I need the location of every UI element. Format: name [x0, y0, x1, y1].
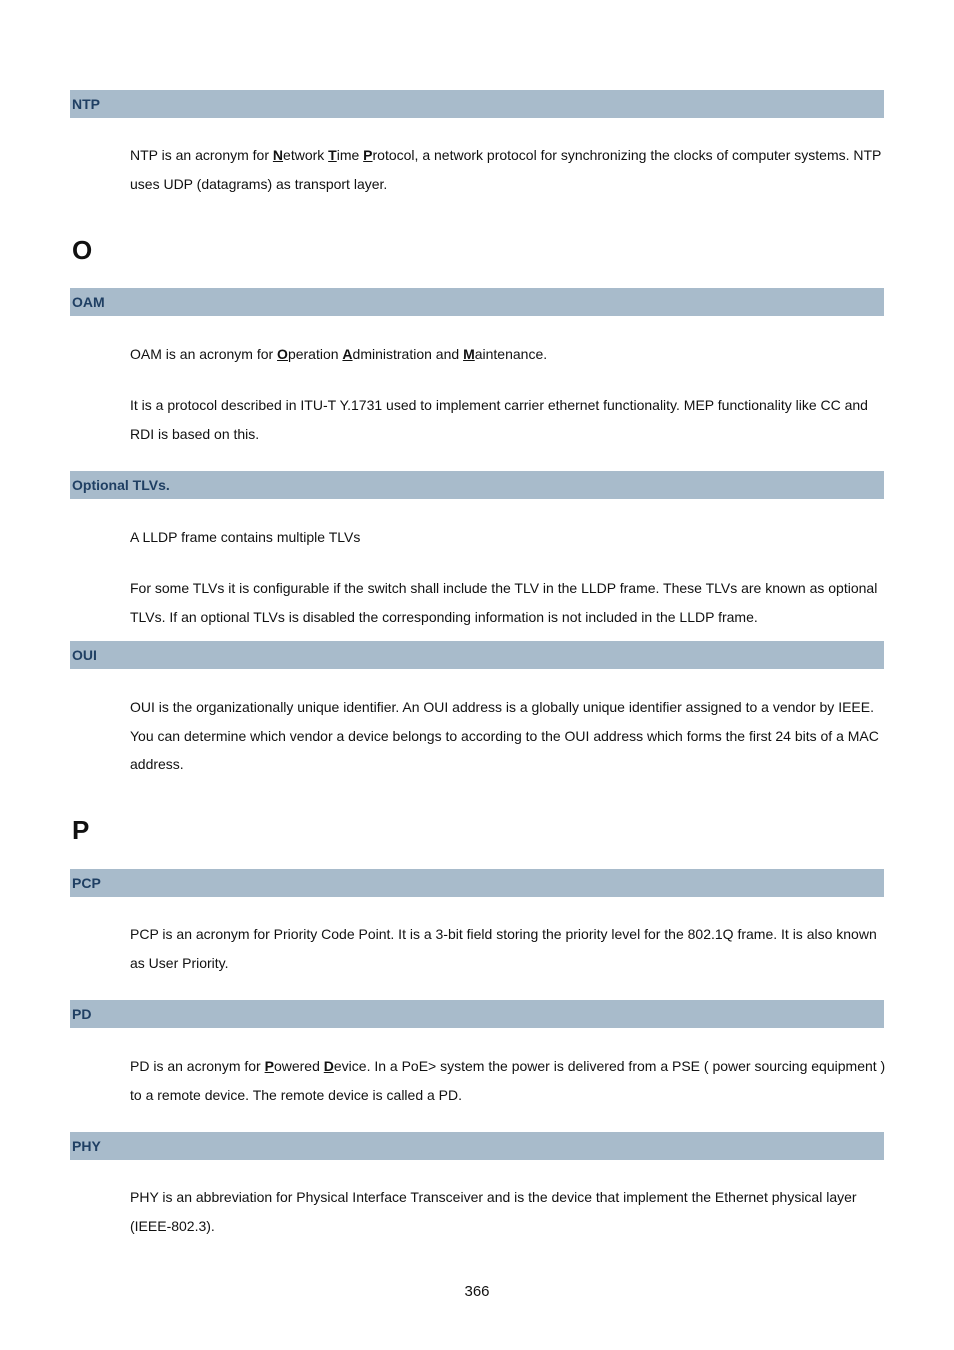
oui-definition: OUI is the organizationally unique identifier. An OUI address is a globally unique identifier assigned to a vendor by IEEE. You can determine which vendor a device belongs to according to the OUI address which forms the first 24 bits of a MAC address.: [130, 699, 879, 772]
pd-key-letter-p: P: [264, 1058, 274, 1074]
ntp-text-s1: etwork: [283, 147, 329, 163]
pd-definition: [130, 1052, 886, 1109]
optional-tlvs-description: For some TLVs it is configurable if the switch shall include the TLV in the LLDP frame. These TLVs are known as optional TLVs. If an optional TLVs is disabled the corresponding information is not included in the LLDP frame.: [130, 580, 878, 625]
oam-description: It is a protocol described in ITU-T Y.1731 used to implement carrier ethernet functionality. MEP functionality like CC and RDI is based on this.: [130, 397, 868, 442]
pd-key-letter-d: D: [323, 1058, 334, 1074]
ntp-key-letter-p: P: [363, 147, 373, 163]
section-header-pcp: PCP: [70, 869, 884, 897]
page-number: 366: [464, 1283, 490, 1300]
oam-text-a: OAM is an acronym for: [130, 346, 278, 362]
section-header-oui: OUI: [70, 641, 884, 669]
ntp-text-a: NTP is an acronym for: [130, 147, 273, 163]
oam-definition: [130, 340, 886, 369]
section-header-oam: OAM: [70, 288, 884, 316]
index-letter-p: P: [72, 815, 90, 845]
section-header-phy: PHY: [70, 1132, 884, 1160]
index-letter-o: O: [72, 235, 93, 265]
pd-text-a: PD is an acronym for: [130, 1058, 265, 1074]
ntp-key-letter-t: T: [328, 147, 337, 163]
section-header-ntp: NTP: [70, 90, 884, 118]
oam-text-s1: peration: [287, 346, 343, 362]
oam-key-letter-a: A: [342, 346, 353, 362]
pd-text-s2: evice. In a PoE> system the power is delivered from a PSE ( power sourcing equipment ) to a remote device. The remote device is called a PD.: [130, 1058, 886, 1103]
ntp-definition: [130, 141, 886, 198]
ntp-key-letter-n: N: [272, 147, 284, 163]
oam-text-s3: aintenance.: [474, 346, 548, 362]
oam-key-letter-m: M: [463, 346, 475, 362]
pcp-definition: PCP is an acronym for Priority Code Point. It is a 3-bit field storing the priority level for the 802.1Q frame. It is also known as User Priority.: [130, 926, 877, 971]
ntp-text-s2: ime: [336, 147, 364, 163]
pd-text-s1: owered: [273, 1058, 324, 1074]
optional-tlvs-intro: A LLDP frame contains multiple TLVs: [130, 529, 361, 545]
oam-text-s2: dministration and: [352, 346, 464, 362]
phy-definition: PHY is an abbreviation for Physical Interface Transceiver and is the device that implement the Ethernet physical layer (IEEE-802.3).: [130, 1189, 857, 1234]
section-header-pd: PD: [70, 1000, 884, 1028]
oam-key-letter-o: O: [277, 346, 288, 362]
ntp-text-s3: rotocol, a network protocol for synchronizing the clocks of computer systems. NTP uses UDP (datagrams) as transport layer.: [130, 147, 882, 192]
section-header-optional-tlvs: Optional TLVs.: [70, 471, 884, 499]
